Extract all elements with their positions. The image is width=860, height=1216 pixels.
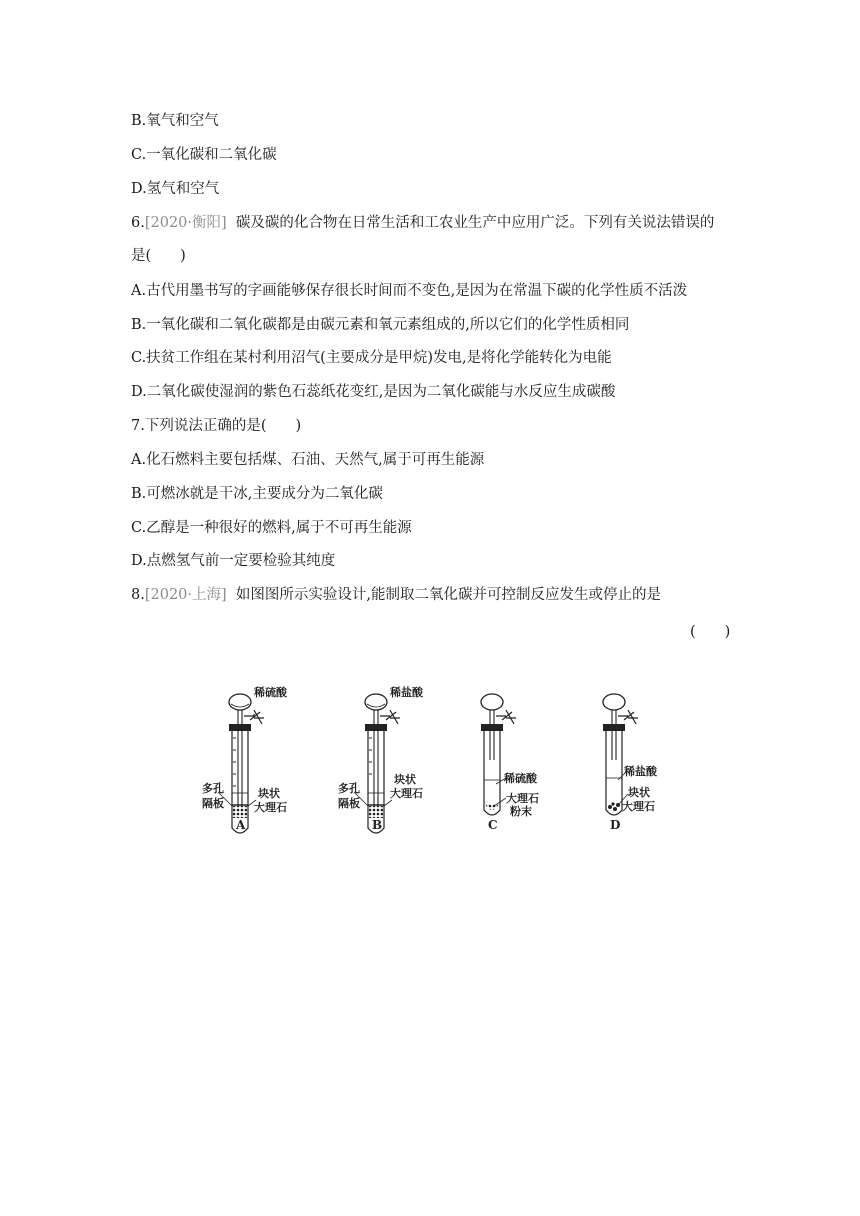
q6-number: 6. [131,215,145,231]
q7-option-c: C.乙醇是一种很好的燃料,属于不可再生能源 [131,520,412,536]
q6-source: [2020·衡阳] [144,215,227,231]
apparatus-b-left1: 多孔 [338,782,360,795]
apparatus-a-right2: 大理石 [254,801,287,814]
apparatus-c [481,694,539,832]
apparatus-b-left2: 隔板 [338,797,360,810]
apparatus-d-solid2: 大理石 [622,800,655,813]
q8-apparatus-figure [190,680,670,840]
q5-option-b: B.氧气和空气 [131,113,219,129]
q6-stem-text: 碳及碳的化合物在日常生活和工农业生产中应用广泛。下列有关说法错误的 [235,215,715,231]
q8-stem [131,585,661,605]
apparatus-b-right1: 块状 [394,773,416,786]
apparatus-b-acid: 稀盐酸 [390,686,423,699]
q8-source: [2020·上海] [144,587,227,603]
apparatus-a-label: A [236,818,246,832]
apparatus-b [338,685,424,833]
q6-stem-line2: 是( ) [131,248,186,264]
q6-option-a: A.古代用墨书写的字画能够保存很长时间而不变色,是因为在常温下碳的化学性质不活泼 [131,283,688,299]
apparatus-d-solid1: 块状 [628,786,650,799]
q6-option-c: C.扶贫工作组在某村利用沼气(主要成分是甲烷)发电,是将化学能转化为电能 [131,350,612,366]
q8-stem-text: 如图图所示实验设计,能制取二氧化碳并可控制反应发生或停止的是 [235,587,661,603]
apparatus-a-left2: 隔板 [202,797,224,810]
apparatus-a [202,685,288,833]
q8-number: 8. [131,587,145,603]
q7-option-a: A.化石燃料主要包括煤、石油、天然气,属于可再生能源 [131,452,485,468]
apparatus-svg [190,680,670,840]
apparatus-d-acid: 稀盐酸 [624,765,657,778]
apparatus-a-right1: 块状 [258,787,280,800]
q7-option-d: D.点燃氢气前一定要检验其纯度 [131,553,336,569]
apparatus-c-label: C [488,818,498,832]
q7-stem: 7.下列说法正确的是( ) [131,418,302,434]
apparatus-b-label: B [372,818,383,832]
apparatus-d [603,694,658,832]
q5-option-d: D.氢气和空气 [131,181,220,197]
apparatus-a-acid: 稀硫酸 [254,686,287,699]
apparatus-a-left1: 多孔 [202,782,224,795]
apparatus-d-label: D [610,818,621,832]
apparatus-c-solid2: 粉末 [510,805,532,818]
apparatus-c-acid: 稀硫酸 [504,772,537,785]
q5-option-c: C.一氧化碳和二氧化碳 [131,147,277,163]
q8-answer-paren: ( ) [690,624,731,640]
apparatus-c-solid1: 大理石 [506,792,539,805]
q7-option-b: B.可燃冰就是干冰,主要成分为二氧化碳 [131,486,383,502]
q6-option-d: D.二氧化碳使湿润的紫色石蕊纸花变红,是因为二氧化碳能与水反应生成碳酸 [131,384,616,400]
apparatus-b-right2: 大理石 [390,787,423,800]
q6-stem-line1 [131,213,714,233]
q6-option-b: B.一氧化碳和二氧化碳都是由碳元素和氧元素组成的,所以它们的化学性质相同 [131,317,630,333]
